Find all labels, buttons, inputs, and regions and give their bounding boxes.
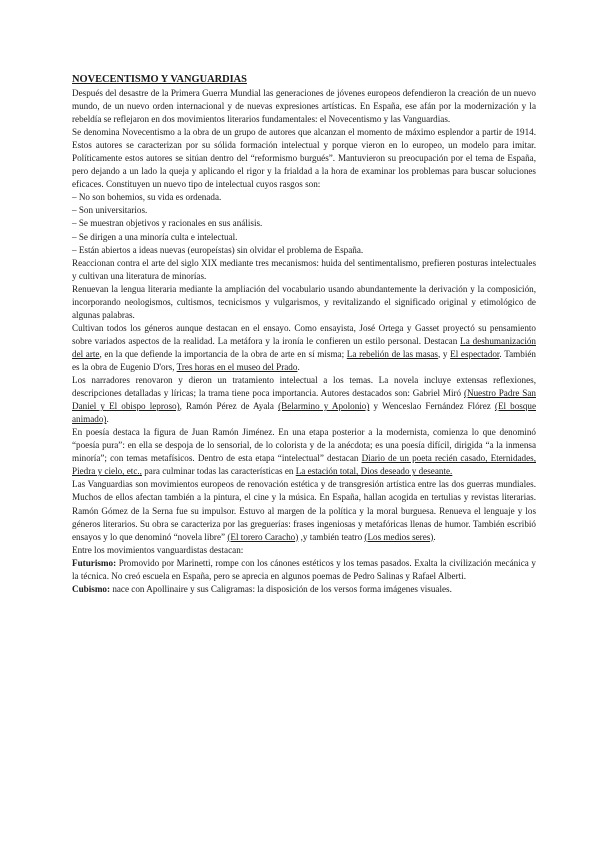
list-item: – Están abiertos a ideas nuevas (europeístas) sin olvidar el problema de España. bbox=[72, 244, 364, 255]
text: y Wenceslao Fernández Flórez bbox=[369, 401, 495, 412]
novecentismo-paragraph: Se denomina Novecentismo a la obra de un grupo de autores que alcanzan el momento de máximo esplendor a partir de 1914. Estos autores se caracterizan por su sólida formación intelectual y porque vieron en lo europeo, un modelo para imitar. Políticamente estos autores se sitúan dentro del “reformismo burgués”. Mantuvieron su preocupación por el tema de España, pero dejando a un lado la queja y aplicando el rigor y la frialdad a la hora de examinar los problemas para buscar soluciones eficaces. Constituyen un nuevo tipo de intelectual cuyos rasgos son: bbox=[72, 127, 536, 190]
work-title: (El bosque animado) bbox=[72, 401, 537, 425]
text: Cultivan todos los géneros aunque destacan en el ensayo. Como ensayista, José Ortega y Gasset proyectó su pensamiento sobre variados aspectos de la realidad. La metáfora y la ironía le confieren un estilo personal. Destacan bbox=[72, 322, 536, 346]
text: Promovido por Marinetti, rompe con los cánones estéticos y los temas pasados. Exalta la civilización mecánica y la técnica. No creó escuela en España, pero se aprecia en algunos poemas de Pedro Salinas y Rafael Alberti. bbox=[72, 557, 536, 581]
work-title: La deshumanización del arte bbox=[72, 335, 536, 359]
reaction-paragraph: Reaccionan contra el arte del siglo XIX mediante tres mecanismos: huida del sentimentalismo, prefieren posturas intelectuales y cultivan una literatura de minorías. bbox=[72, 257, 536, 281]
text: nace con Apollinaire y sus Caligramas: la disposición de los versos forma imágenes visuales. bbox=[110, 583, 452, 594]
text: Los narradores renovaron y dieron un tratamiento intelectual a los temas. La novela incluye extensas reflexiones, descripciones detalladas y líricas; la trama tiene poca importancia. Autores destacados son: Gabriel Miró bbox=[72, 375, 536, 399]
cubism-paragraph bbox=[72, 583, 536, 596]
text: para culminar todas las características en bbox=[141, 466, 296, 477]
narrative-paragraph bbox=[72, 374, 536, 426]
traits-list bbox=[72, 191, 536, 256]
work-title: Tres horas en el museo del Prado bbox=[176, 361, 298, 372]
list-item: – Son universitarios. bbox=[72, 205, 148, 216]
text: Las Vanguardias son movimientos europeos de renovación estética y de transgresión artística entre las dos guerras mundiales. Muchos de ellos afectan también a la pintura, el cine y la música. En España, hallan acogida en tertulias y revistas literarias. Ramón Gómez de la Serna fue su impulsor. Estuvo al margen de la política y la moral burguesa. Renueva el lenguaje y los géneros literarios. Su obra se caracteriza por las greguerías: frases ingeniosas y metafóricas llenas de humor. También escribió ensayos y lo que denominó “novela libre” bbox=[72, 479, 536, 542]
work-title: (El torero Caracho) bbox=[227, 531, 299, 542]
text: . bbox=[297, 361, 300, 372]
intro-paragraph: Después del desastre de la Primera Guerra Mundial las generaciones de jóvenes europeos defendieron la creación de un nuevo mundo, de un nuevo orden internacional y de nuevas expresiones artísticas. En España, ese afán por la modernización y la rebeldía se reflejaron en dos movimientos literarios fundamentales: el Novecentismo y las Vanguardias. bbox=[72, 88, 536, 125]
text: , en la que defiende la importancia de la obra de arte en sí misma; bbox=[99, 348, 347, 359]
text: ,y también teatro bbox=[298, 531, 365, 542]
poetry-paragraph bbox=[72, 426, 536, 478]
text: . También es la obra de Eugenio D'ors, bbox=[72, 348, 536, 372]
list-item: – Se dirigen a una minoría culta e intelectual. bbox=[72, 231, 238, 242]
work-title: (Nuestro Padre San Daniel y El obispo leproso) bbox=[72, 388, 536, 412]
list-item: – Se muestran objetivos y racionales en sus análisis. bbox=[72, 218, 263, 229]
text: En poesía destaca la figura de Juan Ramón Jiménez. En una etapa posterior a la modernista, comienza lo que denominó “poesía pura”: en ella se despoja de lo sensorial, de lo colorista y de la anécdota; es una poesía difícil, dirigida “a la inmensa minoría”; con temas metafísicos. Dentro de esta etapa “intelectual” destacan bbox=[72, 427, 536, 464]
text: , Ramón Pérez de Ayala bbox=[179, 401, 279, 412]
work-title: El espectador bbox=[450, 348, 500, 359]
term-label: Cubismo: bbox=[72, 583, 111, 594]
vanguards-paragraph bbox=[72, 478, 536, 543]
work-title: La rebelión de las masas bbox=[346, 348, 438, 359]
term-label: Futurismo: bbox=[72, 557, 117, 568]
language-paragraph: Renuevan la lengua literaria mediante la ampliación del vocabulario usando abundantemente la derivación y la composición, incorporando neologismos, cultismos, tecnicismos y vulgarismos, y revitalizando el significado original y etimológico de algunas palabras. bbox=[72, 283, 536, 320]
text: , y bbox=[437, 348, 451, 359]
work-title: (Belarmino y Apolonio) bbox=[278, 401, 370, 412]
list-item: – No son bohemios, su vida es ordenada. bbox=[72, 192, 222, 203]
futurism-paragraph bbox=[72, 557, 536, 583]
essay-paragraph bbox=[72, 322, 536, 374]
movements-intro: Entre los movimientos vanguardistas destacan: bbox=[72, 544, 244, 555]
text: . bbox=[106, 414, 109, 425]
document-title: NOVECENTISMO Y VANGUARDIAS bbox=[72, 74, 247, 85]
work-title: La estación total, Dios deseado y deseante. bbox=[295, 466, 453, 477]
work-title: Diario de un poeta recién casado, Eternidades, Piedra y cielo, etc., bbox=[72, 453, 537, 477]
text: . bbox=[433, 531, 436, 542]
work-title: (Los medios seres) bbox=[364, 531, 434, 542]
